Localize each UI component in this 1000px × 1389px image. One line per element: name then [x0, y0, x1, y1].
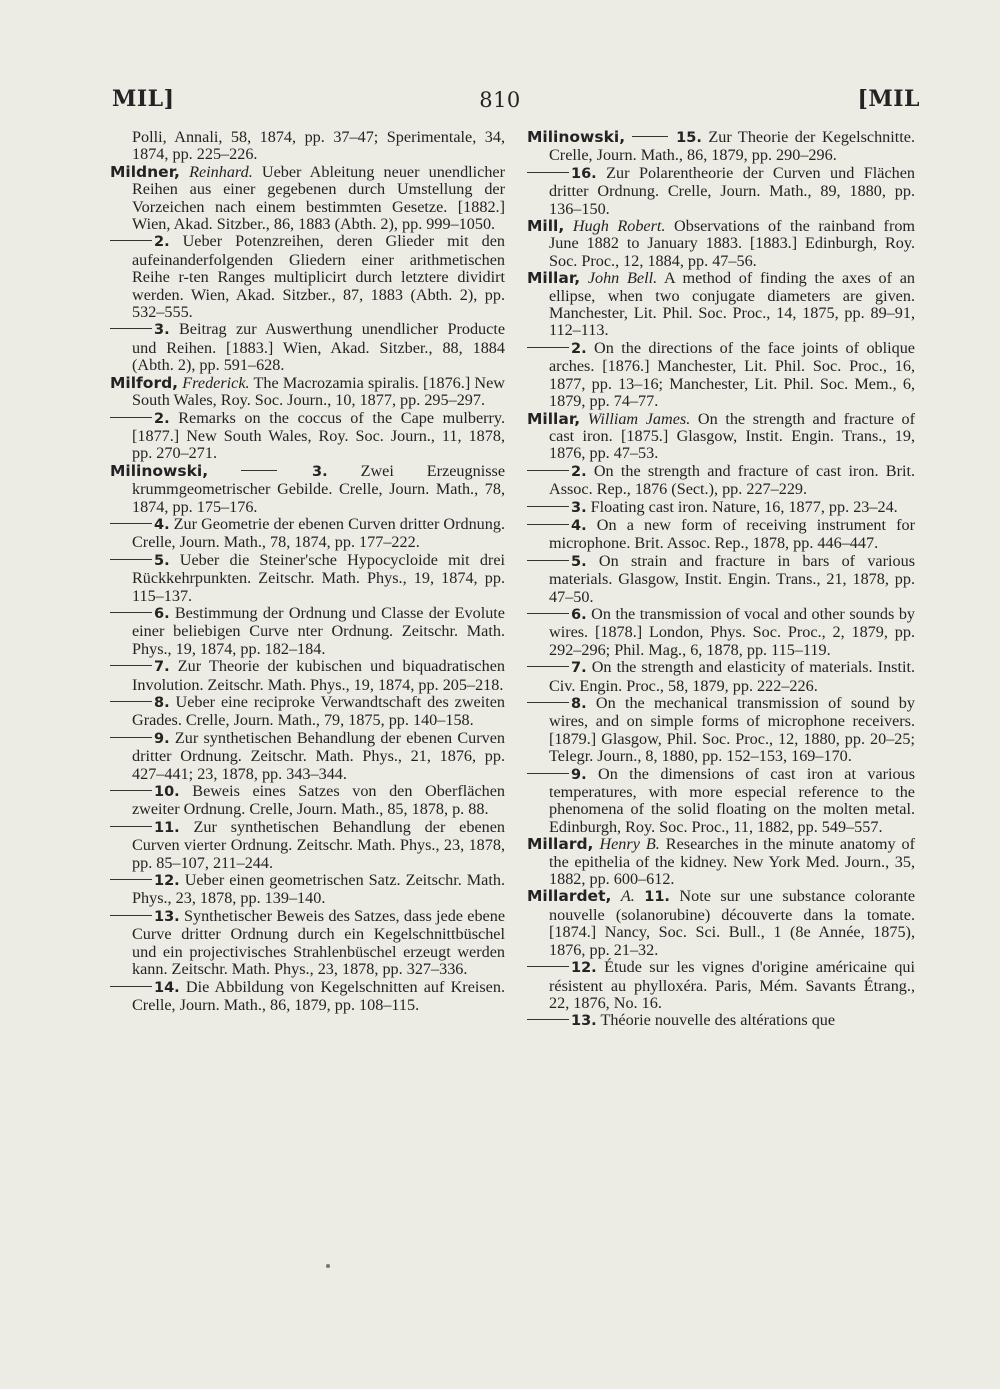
- bibliography-entry: [110, 908, 505, 979]
- entry-text: On a new form of receiving instrument for microphone. Brit. Assoc. Rep., 1878, pp. 446–447.: [549, 515, 916, 553]
- entry-text: Ueber Ableitung neuer unendlicher Reihen aus einer gegebenen durch Umstellung der Vorzeichen nach einem bestimmten Gesetze. [1882.] Wien, Akad. Sitzber., 86, 1883 (Abth. 2), pp. 999–1050.: [132, 162, 506, 234]
- bibliography-entry: [110, 979, 505, 1015]
- bibliography-entry: [110, 730, 505, 783]
- entry-author: Milford,: [110, 373, 179, 392]
- entry-given-name: John Bell.: [587, 269, 658, 288]
- entry-text: Théorie nouvelle des altérations que: [600, 1011, 836, 1030]
- running-head-right: [MIL: [857, 86, 920, 112]
- entry-number: 4.: [154, 516, 170, 533]
- entry-number: 16.: [571, 165, 597, 182]
- entry-author: Mildner,: [110, 162, 180, 181]
- bibliography-entry: [527, 659, 915, 695]
- entry-number: 13.: [571, 1013, 597, 1030]
- entry-given-name: Reinhard.: [189, 162, 253, 181]
- entry-text: Zur Theorie der Kegelschnitte. Crelle, Journ. Math., 86, 1879, pp. 290–296.: [549, 128, 916, 165]
- entry-number: 12.: [154, 873, 180, 890]
- ditto-dash: [110, 701, 152, 702]
- bibliography-entry: [110, 872, 505, 908]
- bibliography-entry: [527, 165, 915, 218]
- ditto-dash: [241, 470, 277, 471]
- ditto-dash: [110, 417, 152, 418]
- bibliography-entry: [110, 233, 505, 321]
- entry-number: 3.: [154, 322, 170, 339]
- entry-given-name: William James.: [587, 409, 691, 428]
- ditto-dash: [110, 790, 152, 791]
- entry-text: A method of finding the axes of an ellipse, when two conjugate diameters are given. Manchester, Lit. Phil. Soc. Proc., 14, 1875, pp. 89–91, 112–113.: [549, 269, 915, 340]
- entry-text: Observations of the rainband from June 1882 to January 1883. [1883.] Edinburgh, Roy. Soc. Proc., 12, 1884, pp. 47–56.: [549, 217, 916, 270]
- page-number: 810: [479, 88, 521, 112]
- bibliography-entry: [527, 766, 915, 837]
- entry-text: The Macrozamia spiralis. [1876.] New South Wales, Roy. Soc. Journ., 10, 1877, pp. 295–297.: [132, 373, 505, 410]
- entry-text: Zur synthetischen Behandlung der ebenen Curven vierter Ordnung. Zeitschr. Math. Phys., 23, 1878, pp. 85–107, 211–244.: [132, 817, 506, 872]
- ditto-dash: [632, 136, 668, 137]
- entry-text: On the strength and fracture of cast iron. [1875.] Glasgow, Instit. Engin. Trans., 19, 1876, pp. 47–53.: [549, 409, 916, 463]
- entry-number: 12.: [571, 960, 597, 977]
- entry-number: 9.: [571, 766, 587, 783]
- ditto-dash: [527, 347, 569, 348]
- ditto-dash: [110, 879, 152, 880]
- entry-text: On the strength and fracture of cast iron. Brit. Assoc. Rep., 1876 (Sect.), pp. 227–229.: [549, 461, 916, 499]
- entry-text: Ueber eine reciproke Verwandtschaft des zweiten Grades. Crelle, Journ. Math., 79, 1875, pp. 140–158.: [132, 693, 506, 730]
- ditto-dash: [527, 172, 569, 173]
- ditto-dash: [110, 665, 152, 666]
- entry-text: Zur Geometrie der ebenen Curven dritter Ordnung. Crelle, Journ. Math., 78, 1874, pp. 177–222.: [132, 514, 506, 552]
- entry-number: 6.: [571, 606, 587, 623]
- ditto-dash: [527, 1019, 569, 1020]
- entry-number: 2.: [571, 463, 587, 480]
- bibliography-entry: [110, 552, 505, 605]
- entry-number: 13.: [154, 908, 180, 925]
- entry-text: Beweis eines Satzes von den Oberflächen zweiter Ordnung. Crelle, Journ. Math., 85, 1878, p. 88.: [132, 782, 506, 819]
- entry-number: 6.: [154, 605, 170, 622]
- entry-number: 5.: [154, 552, 170, 569]
- bibliography-entry: [527, 499, 915, 517]
- entry-author: Millar,: [527, 409, 581, 428]
- bibliography-entry: [110, 658, 505, 694]
- ditto-dash: [527, 506, 569, 507]
- entry-number: 3.: [571, 499, 587, 516]
- bibliography-entry: [110, 463, 505, 516]
- entry-text: Bestimmung der Ordnung und Classe der Evolute einer beliebigen Curve nter Ordnung. Zeitschr. Math. Phys., 19, 1874, pp. 182–184.: [132, 603, 505, 658]
- bibliography-entry: [527, 553, 915, 606]
- bibliography-entry: [527, 218, 915, 270]
- bibliography-entry: [527, 695, 915, 766]
- entry-number: 3.: [312, 463, 328, 480]
- entry-given-name: A.: [620, 887, 635, 906]
- entry-text: Note sur une substance colorante nouvelle (solanorubine) découverte dans la tomate. [1874.] Nancy, Soc. Sci. Bull., 1 (8e Année, 1875), 1876, pp. 21–32.: [549, 887, 916, 959]
- ditto-dash: [527, 470, 569, 471]
- entry-text: Zur Theorie der kubischen und biquadratischen Involution. Zeitschr. Math. Phys., 19, 1874, pp. 205–218.: [132, 657, 506, 694]
- entry-number: 11.: [644, 889, 670, 906]
- ditto-dash: [110, 915, 152, 916]
- entry-text: Zur synthetischen Behandlung der ebenen Curven dritter Ordnung. Zeitschr. Math. Phys., 21, 1876, pp. 427–441; 23, 1878, pp. 343–344.: [132, 728, 506, 783]
- entry-given-name: Hugh Robert.: [572, 217, 666, 236]
- entry-text: Die Abbildung von Kegelschnitten auf Kreisen. Crelle, Journ. Math., 86, 1879, pp. 108–115.: [132, 977, 505, 1014]
- entry-text: Étude sur les vignes d'origine américaine qui résistent au phylloxéra. Paris, Mém. Savants Étrang., 22, 1876, No. 16.: [549, 958, 916, 1012]
- ditto-dash: [527, 524, 569, 525]
- ditto-dash: [110, 986, 152, 987]
- bibliography-entry: [110, 164, 505, 234]
- bibliography-entry: [110, 694, 505, 730]
- entry-text: On the strength and elasticity of materials. Instit. Civ. Engin. Proc., 58, 1879, pp. 222–226.: [549, 658, 916, 695]
- running-head-left: MIL]: [112, 86, 175, 112]
- entry-number: 7.: [154, 659, 170, 676]
- ditto-dash: [527, 560, 569, 561]
- bibliography-entry: [527, 888, 915, 959]
- entry-text: On the dimensions of cast iron at various temperatures, with more especial reference to the phenomena of the solid floating on the molten metal. Edinburgh, Roy. Soc. Proc., 11, 1882, pp. 549–557.: [549, 764, 916, 836]
- entry-number: 15.: [676, 130, 702, 146]
- bibliography-entry: [527, 463, 915, 499]
- ditto-dash: [110, 240, 152, 241]
- bibliography-entry: [110, 783, 505, 819]
- entry-author: Milinowski,: [527, 128, 626, 146]
- bibliography-entry: [527, 411, 915, 463]
- entry-text: Researches in the minute anatomy of the epithelia of the kidney. New York Med. Journ., 35, 1882, pp. 600–612.: [549, 835, 916, 889]
- right-column: [527, 129, 915, 1031]
- bibliography-entry: [527, 129, 915, 165]
- ditto-dash: [110, 523, 152, 524]
- entry-text: Beitrag zur Auswerthung unendlicher Producte und Reihen. [1883.] Wien, Akad. Sitzber., 88, 1884 (Abth. 2), pp. 591–628.: [132, 320, 505, 375]
- entry-author: Mill,: [527, 217, 565, 236]
- entry-given-name: Frederick.: [182, 373, 250, 392]
- entry-number: 11.: [154, 819, 180, 836]
- entry-text: On strain and fracture in bars of various materials. Glasgow, Instit. Engin. Trans., 21, 1878, pp. 47–50.: [549, 551, 915, 606]
- ditto-dash: [110, 328, 152, 329]
- entry-author: Millard,: [527, 835, 594, 854]
- ditto-dash: [110, 559, 152, 560]
- entry-author: Millardet,: [527, 887, 612, 906]
- entry-number: 2.: [154, 234, 170, 251]
- entry-author: Milinowski,: [110, 461, 209, 480]
- entry-text: Polli, Annali, 58, 1874, pp. 37–47; Sperimentale, 34, 1874, pp. 225–226.: [132, 128, 505, 164]
- entry-text: Ueber die Steiner'sche Hypocycloide mit drei Rückkehrpunkten. Zeitschr. Math. Phys., 19, 1874, pp. 115–137.: [132, 550, 506, 605]
- bibliography-entry: [527, 270, 915, 340]
- entry-number: 8.: [154, 695, 170, 711]
- entry-number: 4.: [571, 517, 587, 534]
- ditto-dash: [110, 612, 152, 613]
- bibliography-entry: [527, 1012, 915, 1030]
- bibliography-entry: [527, 836, 915, 888]
- entry-number: 9.: [154, 730, 170, 747]
- entry-text: On the directions of the face joints of oblique arches. [1876.] Manchester, Lit. Phil. Soc. Proc., 16, 1877, pp. 13–16; Manchester, Lit. Phil. Soc. Mem., 6, 1879, pp. 74–77.: [549, 338, 915, 411]
- bibliography-entry: [527, 340, 915, 411]
- entry-text: Remarks on the coccus of the Cape mulberry. [1877.] New South Wales, Roy. Soc. Journ., 11, 1878, pp. 270–271.: [132, 408, 505, 463]
- bibliography-entry: [110, 321, 505, 374]
- bibliography-entry: [527, 517, 915, 553]
- left-column: [110, 129, 505, 1014]
- entry-author: Millar,: [527, 269, 581, 288]
- ditto-dash: [527, 666, 569, 667]
- entry-number: 10.: [154, 784, 180, 801]
- ditto-dash: [110, 737, 152, 738]
- entry-text: Zur Polarentheorie der Curven und Flächen dritter Ordnung. Crelle, Journ. Math., 89, 1880, pp. 136–150.: [549, 163, 916, 218]
- bibliography-entry: [110, 819, 505, 872]
- entry-text: On the transmission of vocal and other sounds by wires. [1878.] London, Phys. Soc. Proc., 2, 1879, pp. 292–296; Phil. Mag., 6, 1878, pp. 115–119.: [549, 604, 916, 659]
- bibliography-entry: [110, 129, 505, 164]
- ditto-dash: [110, 826, 152, 827]
- entry-given-name: Henry B.: [599, 835, 660, 854]
- bibliography-entry: [110, 410, 505, 463]
- entry-number: 2.: [154, 410, 170, 427]
- entry-number: 5.: [571, 553, 587, 570]
- entry-number: 7.: [571, 660, 587, 677]
- ink-speck: [326, 1264, 330, 1268]
- entry-text: Zwei Erzeugnisse krummgeometrischer Gebilde. Crelle, Journ. Math., 78, 1874, pp. 175–176.: [132, 461, 505, 516]
- bibliography-entry: [527, 606, 915, 659]
- ditto-dash: [527, 773, 569, 774]
- bibliography-entry: [110, 605, 505, 658]
- bibliography-entry: [110, 516, 505, 552]
- ditto-dash: [527, 966, 569, 967]
- entry-text: On the mechanical transmission of sound by wires, and on simple forms of microphone receivers. [1879.] Glasgow, Phil. Soc. Proc., 12, 1880, pp. 20–25; Telegr. Journ., 8, 1880, pp. 152–153, 169–170.: [549, 694, 915, 766]
- entry-number: 2.: [571, 340, 587, 357]
- bibliography-entry: [527, 959, 915, 1012]
- bibliography-entry: [110, 375, 505, 410]
- entry-number: 8.: [571, 696, 587, 712]
- entry-text: Floating cast iron. Nature, 16, 1877, pp. 23–24.: [590, 497, 898, 516]
- entry-text: Synthetischer Beweis des Satzes, dass jede ebene Curve dritter Ordnung durch ein Kegelschnittbüschel und ein projectivisches Strahlenbüschel erzeugt werden kann. Zeitschr. Math. Phys., 23, 1878, pp. 327–336.: [132, 906, 506, 979]
- entry-number: 14.: [154, 979, 180, 996]
- entry-text: Ueber Potenzreihen, deren Glieder mit den aufeinanderfolgenden Gliedern einer arithmetischen Reihe r-ten Ranges multiplicirt durch letztere dividirt werden. Wien, Akad. Sitzber., 87, 1883 (Abth. 2), pp. 532–555.: [132, 232, 506, 322]
- entry-text: Ueber einen geometrischen Satz. Zeitschr. Math. Phys., 23, 1878, pp. 139–140.: [132, 871, 505, 908]
- ditto-dash: [527, 702, 569, 703]
- ditto-dash: [527, 613, 569, 614]
